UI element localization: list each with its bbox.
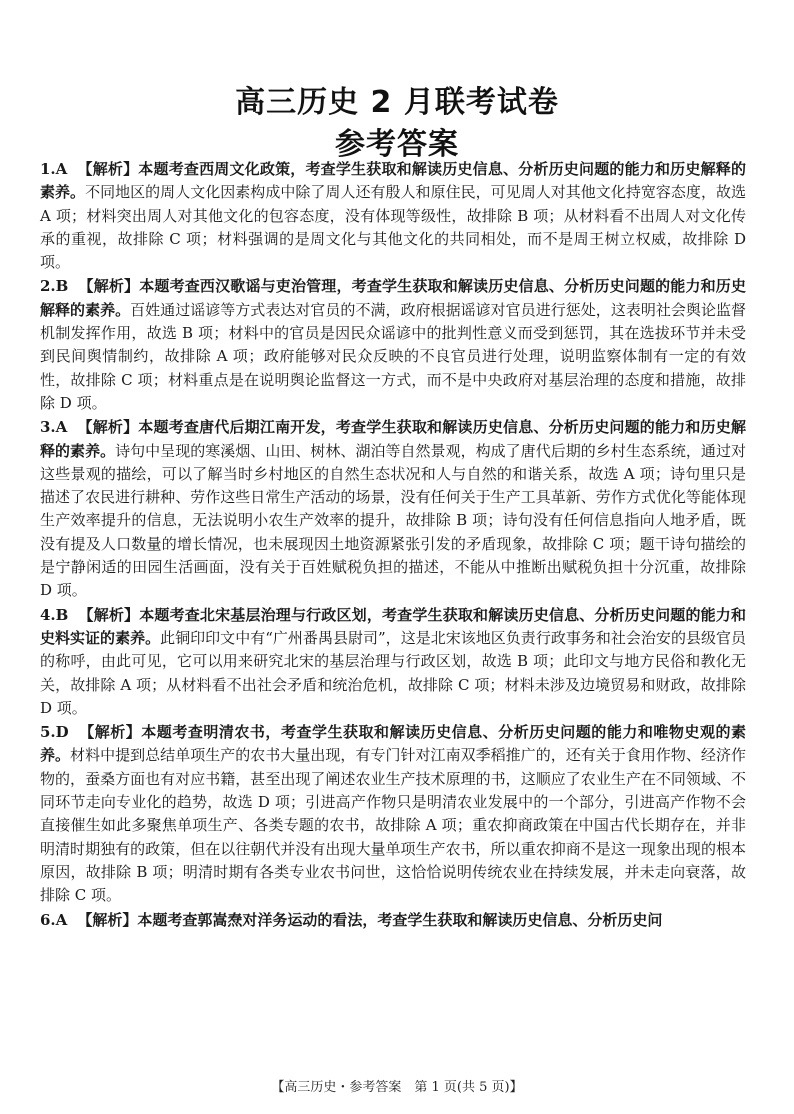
item-body: 百姓通过谣谚等方式表达对官员的不满，政府根据谣谚对官员进行惩处，这表明社会舆论监督机制发挥作用，故选 B 项；材料中的官员是因民众谣谚中的批判性意义而受到惩罚，其在选拔环节并未受到民间舆情制约，故排除 A 项；政府能够对民众反映的不良官员进行处理，说明监察体制有一定的有效性，故排除 C 项；材料重点是在说明舆论监督这一方式，而不是中央政府对基层治理的态度和措施，故排除 D 项。 [40,300,746,412]
item-number: 5. [40,723,56,742]
analysis-tag: 【解析】 [77,910,138,929]
item-number: 3. [40,418,56,437]
item-number: 1. [40,160,56,178]
item-answer: A [55,910,68,929]
page-footer: 【高三历史・参考答案 第 1 页(共 5 页)】 [271,1080,523,1095]
item-body: 不同地区的周人文化因素构成中除了周人还有殷人和原住民，可见周人对其他文化持宽容态度，故选 A 项；材料突出周人对其他文化的包容态度，没有体现等级性，故排除 B 项；从材料看不出周人对文化传承的重视，故排除 C 项；材料强调的是周文化与其他文化的共同相处，而不是周王树立权威，故排除 D 项。 [40,183,746,272]
item-answer: A [55,418,68,437]
item-answer: D [55,723,69,742]
analysis-tag: 【解析】 [77,418,139,437]
item-body: 诗句中呈现的寒溪烟、山田、树林、湖泊等自然景观，构成了唐代后期的乡村生态系统，通过对这些景观的描绘，可以了解当时乡村地区的自然生态状况和人与自然的和谐关系，故选 A 项；诗句里只是描述了农民进行耕种、劳作这些日常生产活动的场景，没有任何关于生产工具革新、劳作方式优化等能体现生产效率提升的信息，无法说明小农生产效率的提升，故排除 B 项；诗句没有任何信息指向人地矛盾，既没有提及人口数量的增长情况，也未展现因土地资源紧张引发的矛盾现象，故排除 C 项；题干诗句描绘的是宁静闲适的田园生活画面，没有关于百姓赋税负担的描述，不能从中推断出赋税负担十分沉重，故排除 D 项。 [40,441,746,600]
analysis-tag: 【解析】 [78,277,140,296]
page-title: 高三历史 2 月联考试卷 [235,85,559,120]
analysis-tag: 【解析】 [77,160,139,178]
item-lead: 本题考查郭嵩焘对洋务运动的看法，考查学生获取和解读历史信息、分析历史问 [137,910,663,929]
answer-item-4 [40,604,746,720]
item-answer: A [55,160,68,178]
item-lead: 本题考查明清农书，考查学生获取和解读历史信息、分析历史问题的能力和唯物史观的素养。 [40,723,746,765]
item-lead: 本题考查西周文化政策，考查学生获取和解读历史信息、分析历史问题的能力和历史解释的素养。 [40,160,746,202]
answer-item-5 [40,721,746,907]
item-answer: B [55,605,69,624]
answer-item-2 [40,275,746,415]
title-block [0,82,794,166]
analysis-tag: 【解析】 [78,723,142,742]
item-number: 4. [40,605,56,624]
item-lead: 本题考查西汉歌谣与吏治管理，考查学生获取和解读历史信息、分析历史问题的能力和历史解释的素养。 [40,277,746,319]
item-lead: 本题考查唐代后期江南开发，考查学生获取和解读历史信息、分析历史问题的能力和历史解释的素养。 [40,418,746,460]
item-body: 材料中提到总结单项生产的农书大量出现，有专门针对江南双季稻推广的，还有关于食用作物、经济作物的，蚕桑方面也有对应书籍，甚至出现了阐述农业生产技术原理的书，这顺应了农业生产在不同领域、不同环节走向专业化的趋势，故选 D 项；引进高产作物只是明清农业发展中的一个部分，引进高产作物不会直接催生如此多聚焦单项生产、各类专题的农书，故排除 A 项；重农抑商政策在中国古代长期存在，并非明清时期独有的政策，但在以往朝代并没有出现大量单项生产农书，所以重农抑商不是这一现象出现的根本原因，故排除 B 项；明清时期有各类专业农书问世，这恰恰说明传统农业在持续发展，并未走向衰落，故排除 C 项。 [40,746,746,905]
item-answer: B [55,277,69,296]
item-number: 2. [40,277,56,296]
page-subtitle: 参考答案 [335,127,459,162]
analysis-tag: 【解析】 [78,605,140,624]
answer-item-1 [40,158,746,274]
item-body: 此铜印印文中有“广州番禺县尉司”，这是北宋该地区负责行政事务和社会治安的县级官员的称呼，由此可见，它可以用来研究北宋的基层治理与行政区划，故选 B 项；此印文与地方民俗和教化无关，故排除 A 项；从材料看不出社会矛盾和统治危机，故排除 C 项；材料未涉及边境贸易和财政，故排除 D 项。 [40,628,746,717]
answer-list [40,158,746,933]
answer-item-6 [40,909,746,932]
answer-item-3 [40,416,746,602]
item-number: 6. [40,910,56,929]
item-lead: 本题考查北宋基层治理与行政区划，考查学生获取和解读历史信息、分析历史问题的能力和史料实证的素养。 [40,605,746,647]
